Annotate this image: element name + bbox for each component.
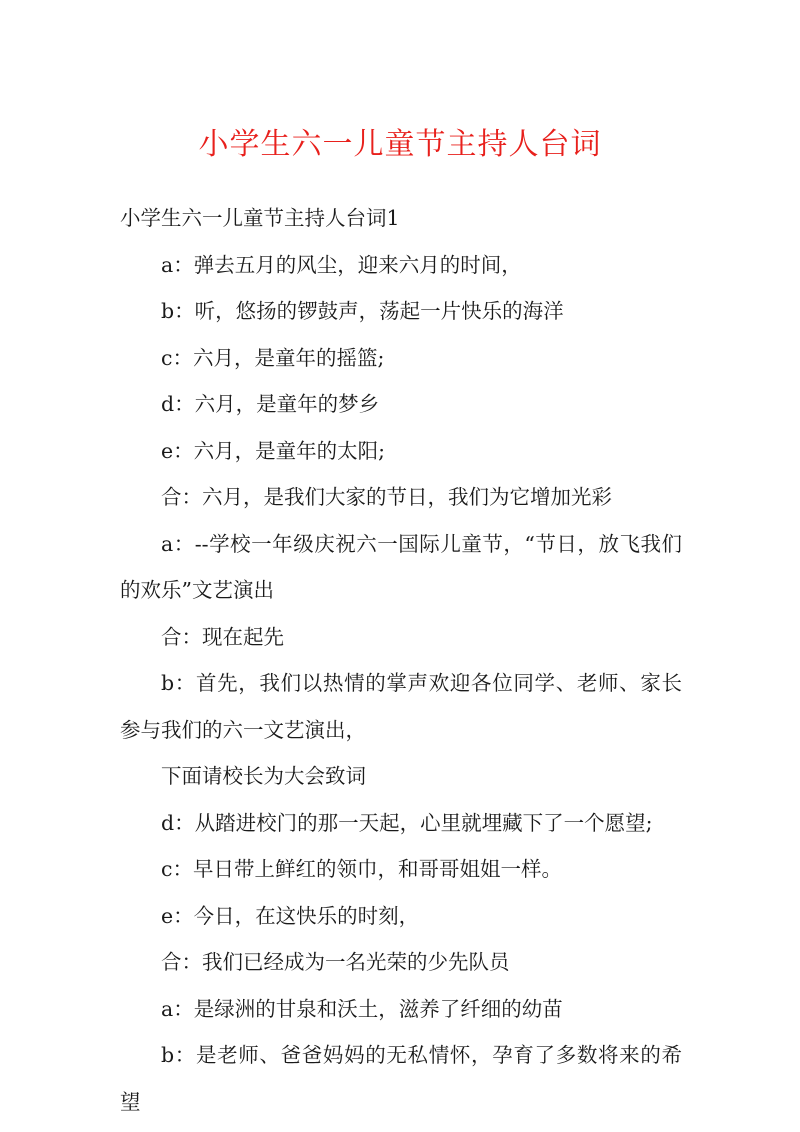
script-line: a：弹去五月的风尘，迎来六月的时间， [161,252,522,277]
script-line: c：早日带上鲜红的领巾，和哥哥姐姐一样。 [161,857,562,881]
script-line: c：六月，是童年的摇篮; [161,345,385,370]
script-line: d：六月，是童年的梦乡 [161,392,380,416]
script-line: 合：六月，是我们大家的节日，我们为它增加光彩 [161,485,612,509]
script-line: b：是老师、爸爸妈妈的无私情怀，孕育了多数将来的希望 [120,1043,682,1114]
script-line: b：听，悠扬的锣鼓声，荡起一片快乐的海洋 [161,299,564,323]
document-title: 小学生六一儿童节主持人台词 [198,127,602,162]
script-line: b：首先，我们以热情的掌声欢迎各位同学、老师、家长参与我们的六一文艺演出， [120,671,682,742]
script-line: a：--学校一年级庆祝六一国际儿童节，“节日，放飞我们的欢乐”文艺演出 [120,531,682,602]
script-line: a：是绿洲的甘泉和沃土，滋养了纤细的幼苗 [161,996,563,1021]
script-line: e：六月，是童年的太阳; [161,438,386,463]
script-line: 合：现在起先 [161,624,284,649]
section-heading: 小学生六一儿童节主持人台词1 [120,206,400,230]
document-body [120,195,682,1125]
script-line: e：今日，在这快乐的时刻， [161,903,420,928]
script-line: d：从踏进校门的那一天起，心里就埋藏下了一个愿望; [161,810,653,835]
script-line: 下面请校长为大会致词 [161,764,366,788]
script-line: 合：我们已经成为一名光荣的少先队员 [161,950,510,974]
